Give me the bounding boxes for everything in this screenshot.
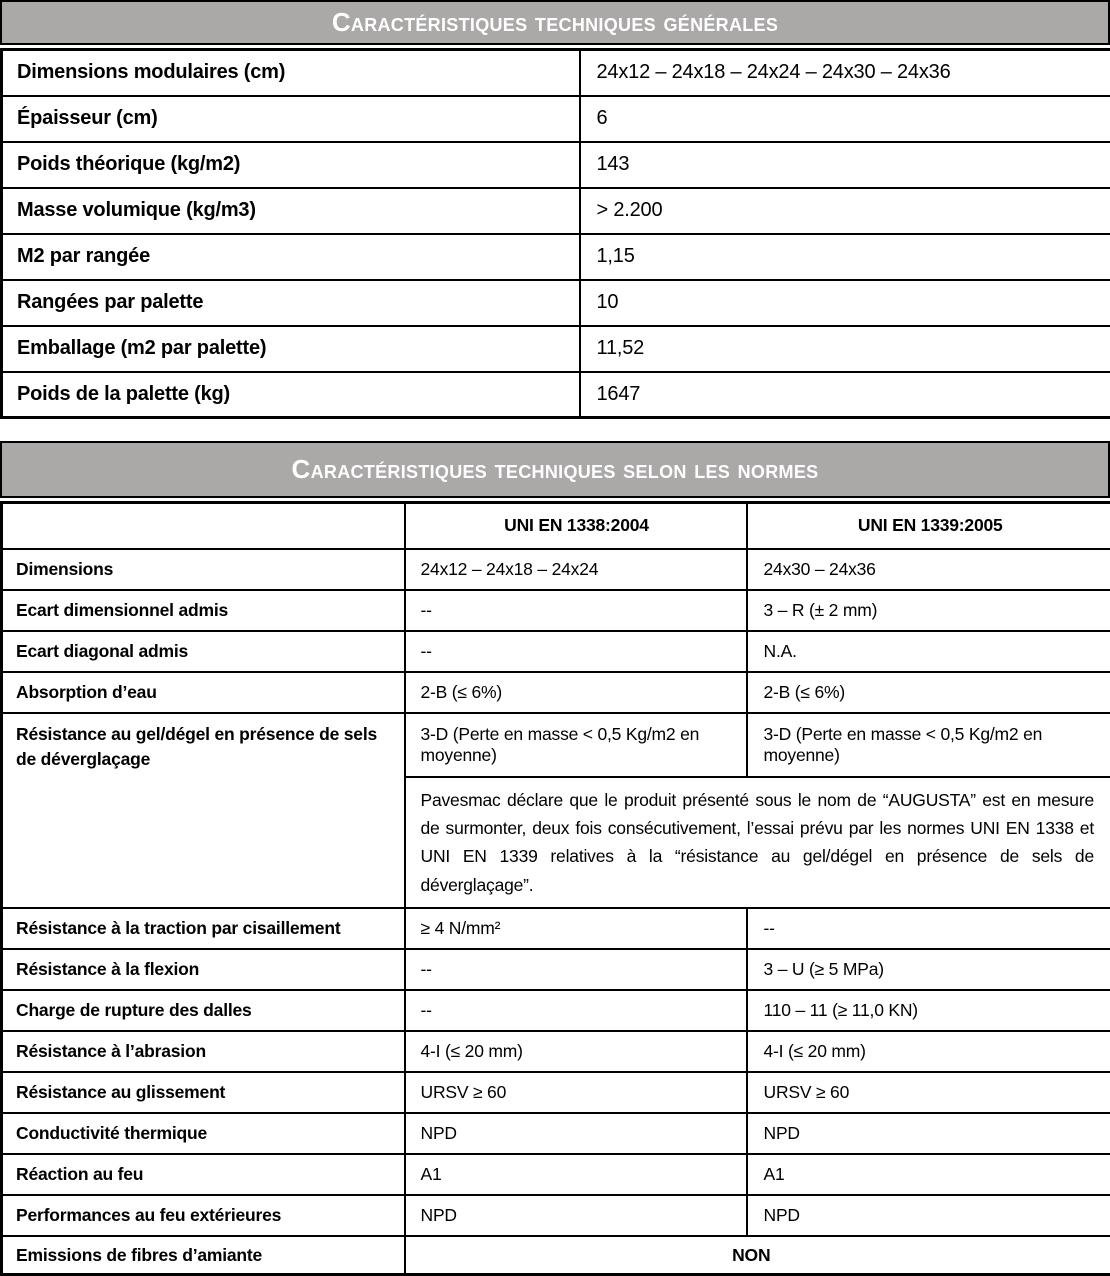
row-label: Résistance au glissement: [2, 1072, 405, 1113]
row-value-norm1: --: [405, 631, 747, 672]
table2-header-band: [0, 441, 1110, 498]
row-label: Poids théorique (kg/m2): [2, 142, 580, 188]
row-value: 143: [580, 142, 1110, 188]
row-value-merged: NON: [405, 1236, 1110, 1275]
table-row: [2, 590, 1110, 631]
table1-header-band: [0, 0, 1110, 45]
row-label: M2 par rangée: [2, 234, 580, 280]
row-value-norm1: NPD: [405, 1113, 747, 1154]
row-value: 1647: [580, 372, 1110, 418]
norms-characteristics-section: [0, 441, 1110, 1276]
row-value-norm1: A1: [405, 1154, 747, 1195]
row-label: Absorption d’eau: [2, 672, 405, 713]
table-row: [2, 672, 1110, 713]
row-label: Résistance à la traction par cisaillement: [2, 908, 405, 949]
norms-characteristics-table: [0, 501, 1110, 1276]
row-value-norm2: A1: [747, 1154, 1110, 1195]
row-value-norm1: ≥ 4 N/mm²: [405, 908, 747, 949]
row-value-norm2: 110 – 11 (≥ 11,0 KN): [747, 990, 1110, 1031]
row-value: 24x12 – 24x18 – 24x24 – 24x30 – 24x36: [580, 50, 1110, 96]
row-label: Charge de rupture des dalles: [2, 990, 405, 1031]
row-value-norm2: 2-B (≤ 6%): [747, 672, 1110, 713]
row-label: Ecart dimensionnel admis: [2, 590, 405, 631]
row-value-norm2: 3-D (Perte en masse < 0,5 Kg/m2 en moyenne): [747, 713, 1110, 777]
row-value-norm2: URSV ≥ 60: [747, 1072, 1110, 1113]
row-value-norm1: --: [405, 590, 747, 631]
row-value-norm2: --: [747, 908, 1110, 949]
row-label: Résistance à l’abrasion: [2, 1031, 405, 1072]
row-value: > 2.200: [580, 188, 1110, 234]
table-row: [2, 1031, 1110, 1072]
table-row: [2, 1154, 1110, 1195]
table-row: [2, 326, 1110, 372]
general-characteristics-table: [0, 48, 1110, 419]
row-value-norm1: 24x12 – 24x18 – 24x24: [405, 549, 747, 590]
row-value-norm1: --: [405, 949, 747, 990]
table-row: [2, 50, 1110, 96]
row-label: Épaisseur (cm): [2, 96, 580, 142]
row-label: Performances au feu extérieures: [2, 1195, 405, 1236]
general-characteristics-section: [0, 0, 1110, 419]
table-row: [2, 234, 1110, 280]
row-label: Dimensions modulaires (cm): [2, 50, 580, 96]
row-label: Rangées par palette: [2, 280, 580, 326]
row-label: Réaction au feu: [2, 1154, 405, 1195]
row-value-norm1: 2-B (≤ 6%): [405, 672, 747, 713]
table-row: [2, 188, 1110, 234]
table-row: [2, 1113, 1110, 1154]
row-value-norm2: 3 – R (± 2 mm): [747, 590, 1110, 631]
row-value-norm1: URSV ≥ 60: [405, 1072, 747, 1113]
row-label: Poids de la palette (kg): [2, 372, 580, 418]
column-header-empty: [2, 503, 405, 549]
table-row: [2, 990, 1110, 1031]
row-value-norm2: NPD: [747, 1113, 1110, 1154]
row-value-norm1: NPD: [405, 1195, 747, 1236]
table2-title: Caractéristiques techniques selon les normes: [292, 454, 819, 485]
row-label: Emballage (m2 par palette): [2, 326, 580, 372]
row-value: 1,15: [580, 234, 1110, 280]
table-row-frost-resistance: [2, 713, 1110, 777]
row-value-norm1: 3-D (Perte en masse < 0,5 Kg/m2 en moyenne): [405, 713, 747, 777]
row-label: Masse volumique (kg/m3): [2, 188, 580, 234]
row-label: Dimensions: [2, 549, 405, 590]
row-value-norm1: --: [405, 990, 747, 1031]
table-row: [2, 372, 1110, 418]
row-label: Conductivité thermique: [2, 1113, 405, 1154]
table-row: [2, 280, 1110, 326]
declaration-note: Pavesmac déclare que le produit présenté sous le nom de “AUGUSTA” est en mesure de surmonter, deux fois consécutivement, l’essai prévu par les normes UNI EN 1338 et UNI EN 1339 relatives à la “résistance au gel/dégel en présence de sels de déverglaçage”.: [405, 777, 1110, 908]
column-header-uni-en-1339: UNI EN 1339:2005: [747, 503, 1110, 549]
table-row-asbestos: [2, 1236, 1110, 1275]
table-row: [2, 949, 1110, 990]
column-header-uni-en-1338: UNI EN 1338:2004: [405, 503, 747, 549]
table-row: [2, 1195, 1110, 1236]
section-spacer: [0, 419, 1110, 441]
table-row: [2, 96, 1110, 142]
row-value-norm2: N.A.: [747, 631, 1110, 672]
row-value-norm2: 4-I (≤ 20 mm): [747, 1031, 1110, 1072]
row-label: Résistance à la flexion: [2, 949, 405, 990]
row-value: 10: [580, 280, 1110, 326]
row-value-norm1: 4-I (≤ 20 mm): [405, 1031, 747, 1072]
table-row: [2, 142, 1110, 188]
row-value: 11,52: [580, 326, 1110, 372]
row-label: Emissions de fibres d’amiante: [2, 1236, 405, 1275]
table-row: [2, 908, 1110, 949]
table-row: [2, 549, 1110, 590]
column-header-row: [2, 503, 1110, 549]
row-label: Ecart diagonal admis: [2, 631, 405, 672]
row-value-norm2: 24x30 – 24x36: [747, 549, 1110, 590]
table1-title: Caractéristiques techniques générales: [332, 7, 778, 38]
row-label: Résistance au gel/dégel en présence de sels de déverglaçage: [2, 713, 405, 908]
table-row: [2, 631, 1110, 672]
row-value-norm2: 3 – U (≥ 5 MPa): [747, 949, 1110, 990]
table-row: [2, 1072, 1110, 1113]
row-value-norm2: NPD: [747, 1195, 1110, 1236]
row-value: 6: [580, 96, 1110, 142]
